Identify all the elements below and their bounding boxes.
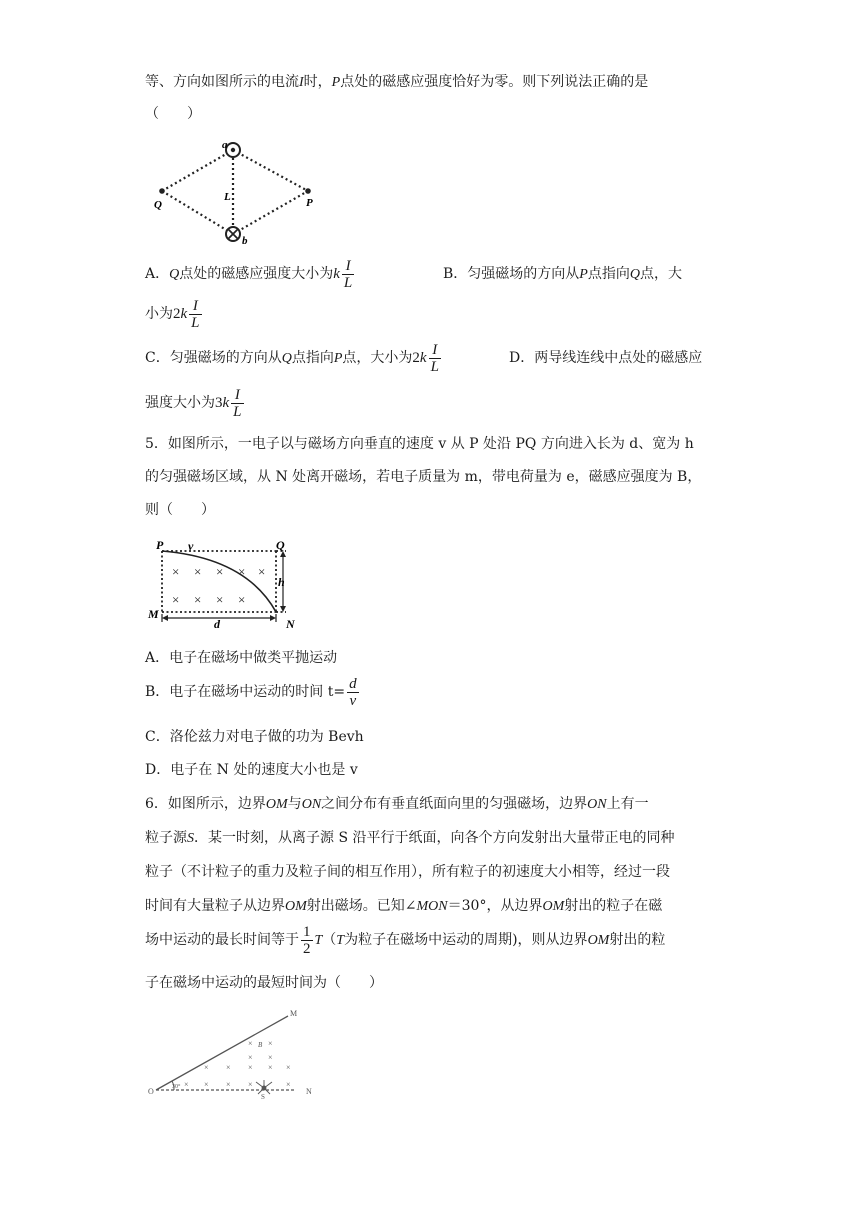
q4-option-d: D．两导线连线中点处的磁感应 xyxy=(509,350,703,366)
svg-text:×: × xyxy=(258,564,266,579)
svg-text:×: × xyxy=(268,1063,273,1072)
label-l: L xyxy=(224,191,231,203)
magnetic-field-crosses xyxy=(184,1039,291,1089)
q5-option-a: A．电子在磁场中做类平抛运动 xyxy=(145,650,338,666)
q5-figure xyxy=(146,536,306,632)
label-m: M xyxy=(148,607,159,621)
svg-text:×: × xyxy=(216,564,224,579)
label-n: N xyxy=(286,617,295,631)
svg-text:×: × xyxy=(204,1063,209,1072)
q5-option-d: D．电子在 N 处的速度大小也是 v xyxy=(145,762,358,778)
q6-stem-line5: 场中运动的最长时间等于 $\frac{1}{2}$ T（T为粒子在磁场中运动的周期)，则从边界OM射出的粒 xyxy=(145,923,666,957)
q5-stem-line2: 的匀强磁场区域，从 N 处离开磁场，若电子质量为 m，带电荷量为 e，磁感应强度为 B， xyxy=(145,469,702,485)
q6-stem-line4: 时间有大量粒子从边界OM射出磁场。已知∠MON＝30°，从边界OM射出的粒子在磁 xyxy=(145,898,663,914)
svg-text:×: × xyxy=(268,1053,273,1062)
q6-stem-line6: 子在磁场中运动的最短时间为（ ） xyxy=(145,975,383,991)
fraction-d-over-v: $\frac{d}{v}$ xyxy=(349,675,357,709)
label-n: N xyxy=(306,1087,312,1096)
angle-label: 30° xyxy=(172,1084,181,1090)
svg-text:×: × xyxy=(238,592,246,607)
label-s: S xyxy=(261,1093,265,1100)
svg-text:×: × xyxy=(286,1063,291,1072)
svg-text:×: × xyxy=(226,1080,231,1089)
label-q: Q xyxy=(154,199,162,211)
svg-text:×: × xyxy=(194,564,202,579)
wire-b-into-page-icon xyxy=(226,227,240,241)
wire-a-out-of-page-icon xyxy=(226,143,240,157)
q4-option-b: B．匀强磁场的方向从P点指向Q点，大 xyxy=(443,266,682,282)
label-a: a xyxy=(222,139,228,151)
svg-text:×: × xyxy=(248,1039,253,1048)
label-h: h xyxy=(278,575,285,589)
q6-stem-line1: 6．如图所示，边界OM与ON之间分布有垂直纸面向里的匀强磁场，边界ON上有一 xyxy=(145,796,649,812)
svg-text:×: × xyxy=(226,1063,231,1072)
svg-text:×: × xyxy=(172,564,180,579)
svg-text:×: × xyxy=(216,592,224,607)
q5-stem-line3: 则（ ） xyxy=(145,502,215,518)
svg-text:×: × xyxy=(184,1080,189,1089)
q5-stem-line1: 5．如图所示，一电子以与磁场方向垂直的速度 v 从 P 处沿 PQ 方向进入长为 d、宽为 h xyxy=(145,436,694,452)
q4-option-b-cont: 小为2k $\frac{I}{L}$ xyxy=(145,297,200,331)
point-p-dot xyxy=(305,188,311,194)
fraction-one-half: $\frac{1}{2}$ xyxy=(303,923,311,957)
label-b: B xyxy=(258,1041,263,1049)
svg-text:×: × xyxy=(194,592,202,607)
q4-answer-blank: （ ） xyxy=(145,106,201,122)
q6-figure xyxy=(148,1008,328,1100)
label-v: v xyxy=(188,539,194,553)
q4-option-c: C．匀强磁场的方向从Q点指向P点，大小为2k $\frac{I}{L}$ xyxy=(145,341,439,375)
label-b: b xyxy=(242,235,248,247)
svg-text:×: × xyxy=(204,1080,209,1089)
label-q: Q xyxy=(276,538,285,552)
label-d: d xyxy=(214,617,220,631)
label-p: P xyxy=(156,538,164,552)
svg-text:×: × xyxy=(248,1053,253,1062)
q4-option-a: A．Q点处的磁感应强度大小为k $\frac{I}{L}$ xyxy=(145,257,353,291)
svg-text:×: × xyxy=(172,592,180,607)
svg-text:×: × xyxy=(268,1039,273,1048)
q4-stem-line1: 等、方向如图所示的电流I时，P点处的磁感应强度恰好为零。则下列说法正确的是 xyxy=(145,74,649,90)
fraction-i-over-l: $\frac{I}{L}$ xyxy=(343,257,353,291)
label-o: O xyxy=(148,1087,154,1096)
svg-text:×: × xyxy=(248,1080,253,1089)
particle-source-icon xyxy=(256,1080,272,1094)
svg-text:×: × xyxy=(286,1080,291,1089)
svg-text:×: × xyxy=(238,564,246,579)
magnetic-field-crosses xyxy=(172,564,265,607)
label-m: M xyxy=(290,1009,298,1018)
q5-option-b: B．电子在磁场中运动的时间 t= $\frac{d}{v}$ xyxy=(145,675,357,709)
q5-option-c: C．洛伦兹力对电子做的功为 Bevh xyxy=(145,729,364,745)
q6-stem-line3: 粒子（不计粒子的重力及粒子间的相互作用），所有粒子的初速度大小相等，经过一段 xyxy=(145,864,670,880)
q4-option-d-cont: 强度大小为3k $\frac{I}{L}$ xyxy=(145,386,242,420)
label-p: P xyxy=(306,197,313,209)
q6-stem-line2: 粒子源S．某一时刻，从离子源 S 沿平行于纸面，向各个方向发射出大量带正电的同种 xyxy=(145,830,675,846)
svg-text:×: × xyxy=(248,1063,253,1072)
point-q-dot xyxy=(159,188,165,194)
q4-figure xyxy=(148,136,328,248)
